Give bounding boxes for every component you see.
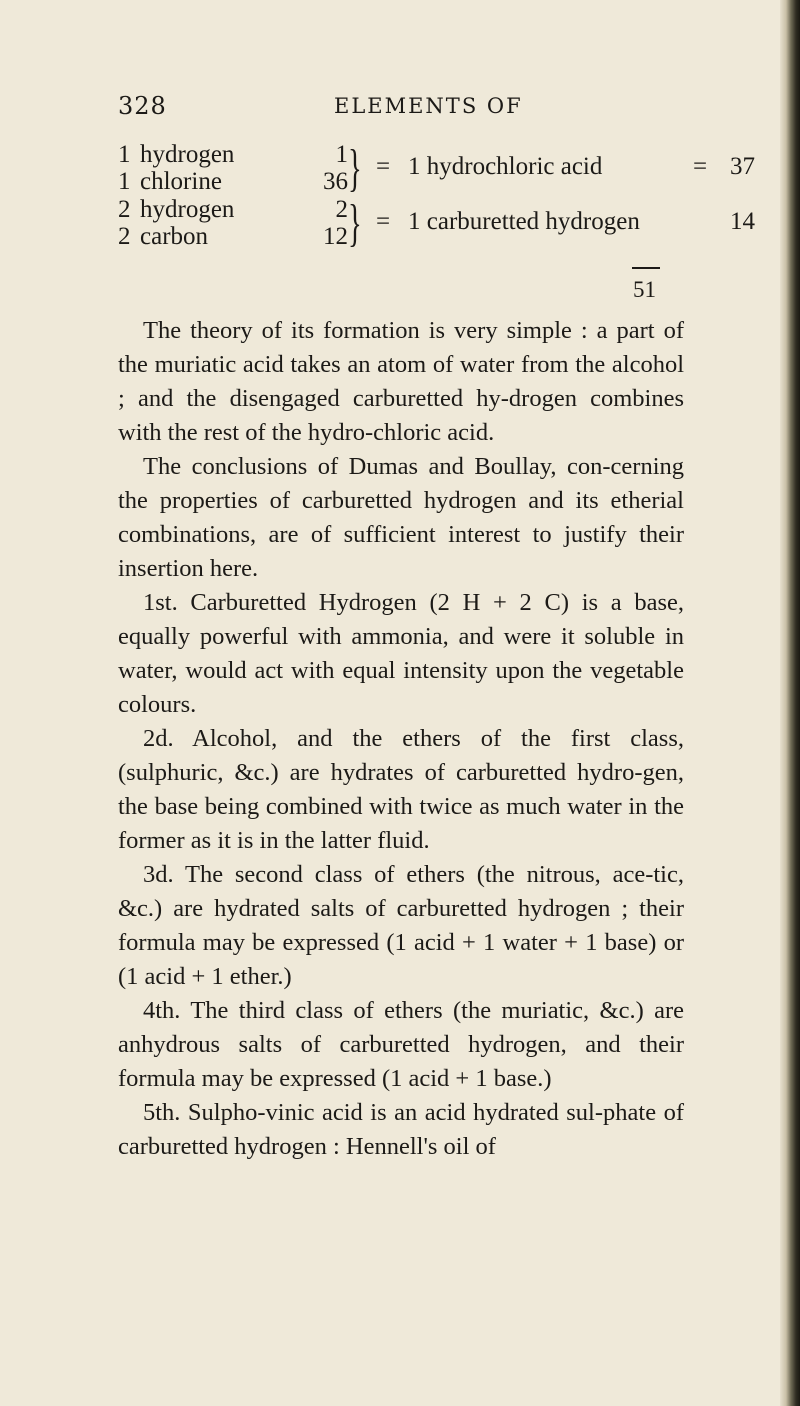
paragraph: 4th. The third class of ethers (the muriatic, &c.) are anhydrous salts of carburetted hydrogen, and their formula may be expressed (1 acid + 1 base.) bbox=[118, 997, 684, 1092]
paragraph: 1st. Carburetted Hydrogen (2 H + 2 C) is a base, equally powerful with ammonia, and were it soluble in water, would act with equal intensity upon the vegetable colours. bbox=[118, 589, 684, 718]
equation-row: 1 chlorine 36 bbox=[118, 168, 348, 195]
equation-lhs bbox=[118, 197, 348, 251]
equation-result: 1 carburetted hydrogen bbox=[408, 208, 640, 235]
equation-value: 14 bbox=[730, 208, 755, 235]
brace-symbol: } bbox=[348, 195, 362, 252]
equation-row: 2 carbon 12 bbox=[118, 223, 348, 250]
paragraph: 5th. Sulpho-vinic acid is an acid hydrated sul-phate of carburetted hydrogen : Hennell's oil of bbox=[118, 1099, 684, 1160]
paragraph: 2d. Alcohol, and the ethers of the first class, (sulphuric, &c.) are hydrates of carburetted hydro-gen, the base being combined with twice as much water in the former as it is in the latter fluid. bbox=[118, 725, 684, 854]
equals-sign: = bbox=[376, 153, 391, 180]
equals-sign: = bbox=[693, 153, 708, 180]
page-header bbox=[0, 92, 780, 128]
equation-row: 1 hydrogen 1 bbox=[118, 141, 348, 168]
page-binding-edge bbox=[780, 0, 800, 1406]
sum-total: 51 bbox=[633, 277, 656, 302]
paragraph: The conclusions of Dumas and Boullay, con-cerning the properties of carburetted hydrogen and its etherial combinations, are of sufficient interest to justify their insertion here. bbox=[118, 453, 684, 582]
brace-symbol: } bbox=[348, 140, 362, 197]
equals-sign: = bbox=[376, 208, 391, 235]
paragraph: 3d. The second class of ethers (the nitrous, ace-tic, &c.) are hydrated salts of carburetted hydrogen ; their formula may be expressed (1 acid + 1 water + 1 base) or (1 acid + 1 ether.) bbox=[118, 861, 684, 990]
equation-result: 1 hydrochloric acid bbox=[408, 153, 603, 180]
paragraph: The theory of its formation is very simple : a part of the muriatic acid takes an atom of water from the alcohol ; and the disengaged carburetted hy-drogen combines with the rest of the hydro-chloric acid. bbox=[118, 317, 684, 446]
equation-row: 2 hydrogen 2 bbox=[118, 196, 348, 223]
running-head: ELEMENTS OF bbox=[334, 94, 523, 118]
equation-lhs bbox=[118, 142, 348, 196]
page-number: 328 bbox=[118, 92, 167, 120]
body-text bbox=[118, 314, 684, 1164]
equation-value: 37 bbox=[730, 153, 755, 180]
sum-rule bbox=[632, 267, 660, 269]
